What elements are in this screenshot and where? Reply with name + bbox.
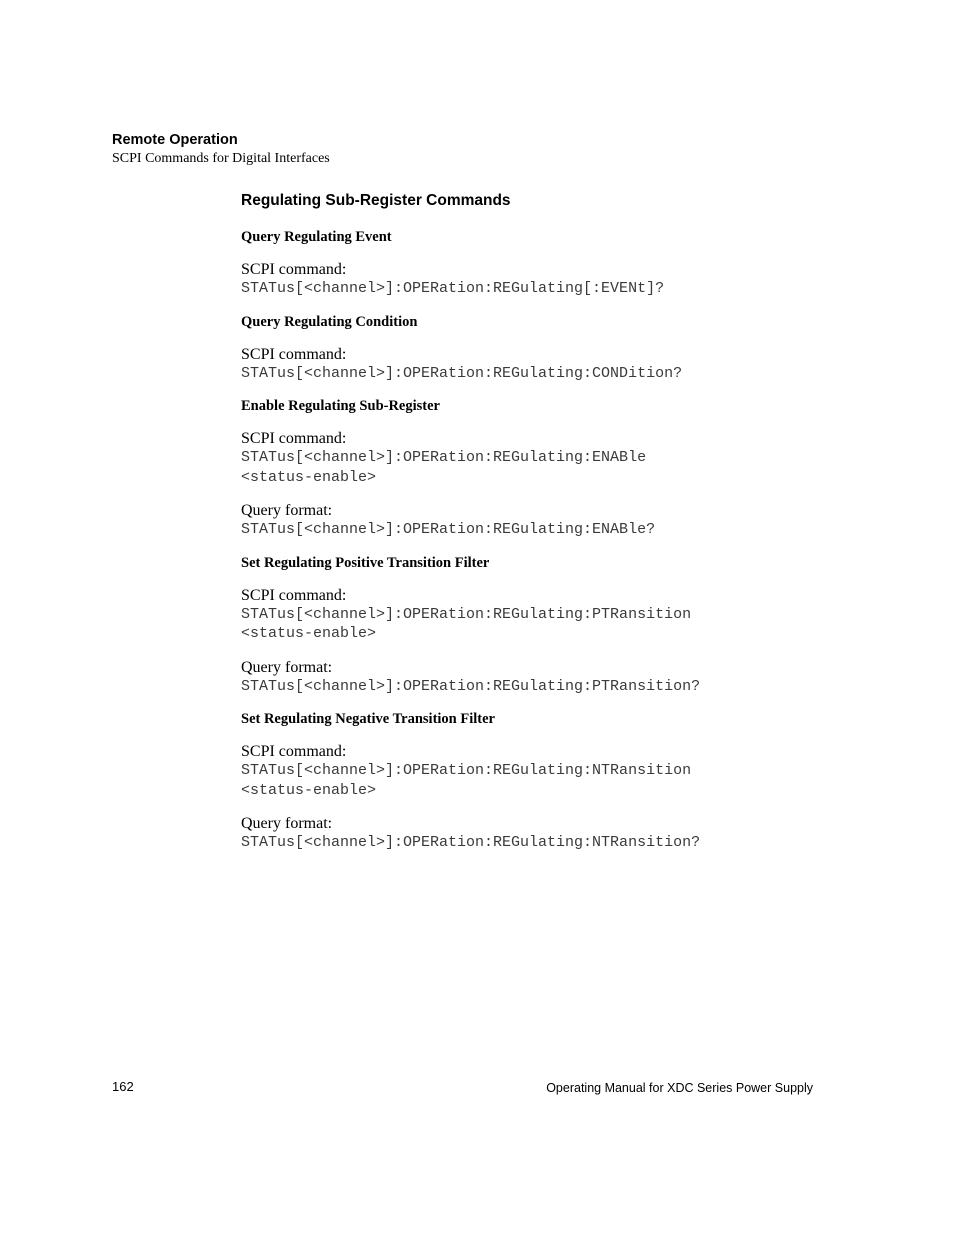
subsection-query-regulating-condition bbox=[241, 313, 841, 384]
scpi-query-line: STATus[<channel>]:OPERation:REGulating:PTRansition? bbox=[241, 677, 701, 695]
command-entry bbox=[241, 429, 841, 487]
scpi-command-line: STATus[<channel>]:OPERation:REGulating[:EVENt]? bbox=[241, 280, 665, 297]
command-entry bbox=[241, 260, 841, 299]
entry-label: Query format: bbox=[241, 502, 333, 519]
command-entry bbox=[241, 742, 841, 800]
scpi-command-line: STATus[<channel>]:OPERation:REGulating:ENABle bbox=[241, 449, 647, 466]
scpi-query-line: STATus[<channel>]:OPERation:REGulating:ENABle? bbox=[241, 521, 656, 538]
entry-label: SCPI command: bbox=[241, 586, 347, 604]
scpi-command-parameter: <status-enable> bbox=[241, 625, 377, 642]
entry-label: SCPI command: bbox=[241, 430, 347, 447]
query-entry bbox=[241, 658, 841, 697]
scpi-command-line: STATus[<channel>]:OPERation:REGulating:NTRansition bbox=[241, 762, 692, 779]
query-entry bbox=[241, 501, 841, 540]
command-entry bbox=[241, 345, 841, 384]
running-header-subtitle: SCPI Commands for Digital Interfaces bbox=[112, 151, 330, 166]
subsection-set-regulating-negative-transition-filter bbox=[241, 710, 841, 853]
entry-label: Query format: bbox=[241, 815, 333, 832]
query-entry bbox=[241, 814, 841, 853]
scpi-command-line: STATus[<channel>]:OPERation:REGulating:CONDition? bbox=[241, 364, 683, 382]
page-number: 162 bbox=[112, 1079, 134, 1094]
subsection-title: Enable Regulating Sub-Register bbox=[241, 398, 440, 414]
command-entry bbox=[241, 586, 841, 644]
subsection-title: Query Regulating Condition bbox=[241, 313, 418, 330]
scpi-command-line: STATus[<channel>]:OPERation:REGulating:PTRansition bbox=[241, 605, 692, 623]
subsection-title: Set Regulating Negative Transition Filter bbox=[241, 711, 495, 727]
subsection-title: Set Regulating Positive Transition Filter bbox=[241, 554, 490, 571]
subsection-title: Query Regulating Event bbox=[241, 229, 392, 245]
main-content bbox=[241, 191, 841, 867]
entry-label: SCPI command: bbox=[241, 261, 347, 278]
section-title: Regulating Sub-Register Commands bbox=[241, 192, 511, 209]
subsection-set-regulating-positive-transition-filter bbox=[241, 554, 841, 697]
running-header-title: Remote Operation bbox=[112, 132, 238, 148]
scpi-command-parameter: <status-enable> bbox=[241, 781, 377, 799]
subsection-enable-regulating-sub-register bbox=[241, 397, 841, 540]
entry-label: SCPI command: bbox=[241, 743, 347, 760]
footer-manual-title: Operating Manual for XDC Series Power Supply bbox=[546, 1081, 813, 1095]
entry-label: SCPI command: bbox=[241, 345, 347, 363]
scpi-query-line: STATus[<channel>]:OPERation:REGulating:NTRansition? bbox=[241, 834, 701, 851]
subsection-query-regulating-event bbox=[241, 228, 841, 299]
scpi-command-parameter: <status-enable> bbox=[241, 468, 377, 486]
entry-label: Query format: bbox=[241, 658, 333, 676]
